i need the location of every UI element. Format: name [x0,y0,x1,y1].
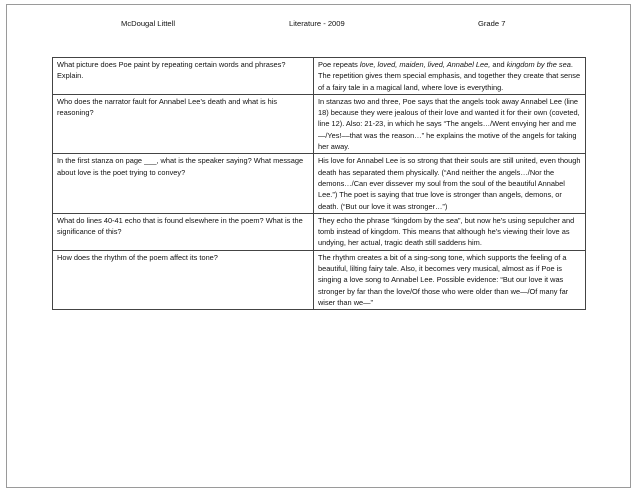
answer-emphasis: kingdom by the sea [506,60,571,69]
question-cell: What picture does Poe paint by repeating certain words and phrases? Explain. [53,58,314,95]
table-row [53,154,586,213]
header-publisher: McDougal Littell [121,19,176,28]
answer-text: . The repetition gives them special emphasis, and together they create that sense of a fairy tale in a magical land, where love is everything. [317,60,581,92]
answer-cell: The rhythm creates a bit of a sing-song tone, which supports the feeling of a beautiful, lilting fairy tale. Also, it becomes very musical, almost as if Poe is singing a love song to Annabel Lee. Possible evidence: “But our love it was stronger by far than the love/Of those who were older than we—/Of many far wiser than we—” [313,250,585,309]
page-header [0,19,638,33]
header-course: Literature - 2009 [289,19,345,28]
table-row [53,94,586,153]
answer-cell: His love for Annabel Lee is so strong that their souls are still united, even though death has separated them physically. (“And neither the angels…/Nor the demons…/Can ever dissever my soul from the soul of the beautiful Annabel Lee.”) The poet is saying that true love is stronger than angels, demons, or death. (“But our love it was stronger…”) [313,154,585,213]
question-cell: How does the rhythm of the poem affect its tone? [53,250,314,309]
question-answer-table [52,57,586,310]
header-grade: Grade 7 [478,19,506,28]
answer-cell: They echo the phrase “kingdom by the sea”, but now he’s using sepulcher and tomb instead of kingdom. This means that although he’s viewing their love as undying, her actual, tragic death still saddens him. [313,213,585,250]
answer-cell: In stanzas two and three, Poe says that the angels took away Annabel Lee (line 18) because they were jealous of their love and wanted it for their own (coveted, line 12). Also: 21-23, in which he says “The angels…/Went envying her and me—/Yes!––that was the reason…” he explains the motive of the angels for taking her away. [313,94,585,153]
question-cell: In the first stanza on page ___, what is the speaker saying? What message about love is the poet trying to convey? [53,154,314,213]
answer-text: and [490,60,507,69]
answer-emphasis: love, loved, maiden, lived, Annabel Lee, [359,60,491,69]
table-row [53,213,586,250]
question-cell: What do lines 40-41 echo that is found elsewhere in the poem? What is the significance of this? [53,213,314,250]
question-cell: Who does the narrator fault for Annabel Lee’s death and what is his reasoning? [53,94,314,153]
answer-cell [313,58,585,95]
answer-text: Poe repeats [317,60,360,69]
table-row [53,58,586,95]
table-row [53,250,586,309]
